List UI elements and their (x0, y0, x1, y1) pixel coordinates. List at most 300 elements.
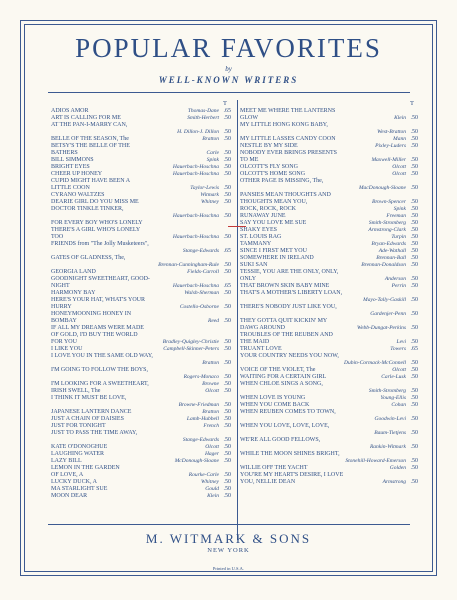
song-author: Stange-Edwards (182, 437, 219, 443)
song-price: .50 (223, 185, 231, 191)
song-author: Mann (393, 136, 406, 142)
song-title: DEARIE GIRL DO YOU MISS ME (51, 199, 139, 205)
song-author: Reed (208, 318, 219, 324)
song-price: .50 (223, 157, 231, 163)
song-title: JUST A CHAIN OF DAISIES (51, 416, 124, 422)
song-entry (51, 255, 231, 262)
song-price: .50 (410, 248, 418, 254)
song-author: Brown-Spencer (371, 199, 406, 205)
song-price: .50 (410, 234, 418, 240)
song-price: .50 (223, 304, 231, 310)
song-author: Fields-Carroll (187, 269, 219, 275)
song-entry (51, 339, 231, 346)
song-price: .50 (223, 493, 231, 499)
song-price: .50 (223, 339, 231, 345)
song-entry (51, 423, 231, 430)
song-price: .50 (410, 465, 418, 471)
song-title: I'M LOOKING FOR A SWEETHEART, (51, 381, 149, 387)
song-author: Baum-Tietjens (374, 430, 406, 436)
price-column-header: T (223, 100, 227, 107)
song-entry (240, 297, 418, 304)
song-title: LAZY BILL (51, 458, 82, 464)
song-entry (240, 136, 418, 143)
song-title: NESTLE BY MY SIDE (240, 143, 298, 149)
song-entry (51, 227, 231, 234)
song-title: MY LITTLE HONG KONG BABY, (240, 122, 328, 128)
song-entry (51, 129, 231, 136)
song-price: .65 (223, 248, 231, 254)
song-price: .50 (410, 402, 418, 408)
song-price: .50 (223, 164, 231, 170)
song-title: PANSIES MEAN THOUGHTS AND (240, 192, 331, 198)
song-entry (51, 311, 231, 318)
song-entry (240, 472, 418, 479)
song-entry (240, 444, 418, 451)
song-title: GATES OF GLADNESS, The, (51, 255, 126, 261)
song-title: BOMBAY (51, 318, 77, 324)
song-title: WHEN YOU COME BACK (240, 402, 310, 408)
song-price: .50 (223, 136, 231, 142)
song-entry (240, 381, 418, 388)
song-title: I'M GOING TO FOLLOW THE BOYS, (51, 367, 148, 373)
song-title: JUST FOR TONIGHT (51, 423, 106, 429)
song-entry (240, 192, 418, 199)
song-entry (240, 332, 418, 339)
song-entry (240, 234, 418, 241)
song-entry (51, 143, 231, 150)
song-author: Maxwell-Miller (371, 157, 406, 163)
song-author: Bradley-Quigley-Christie (162, 339, 219, 345)
song-entry (240, 311, 418, 318)
song-entry (240, 283, 418, 290)
song-price: .50 (410, 430, 418, 436)
song-entry (240, 213, 418, 220)
song-entry (240, 206, 418, 213)
song-title: DOCTOR TINKLE TINKER, (51, 206, 124, 212)
song-entry (240, 157, 418, 164)
song-author: Rogers-Monaco (183, 374, 219, 380)
song-title: YOU, NELLIE DEAN (240, 479, 296, 485)
song-price: .50 (410, 255, 418, 261)
song-entry (240, 402, 418, 409)
song-price: .50 (223, 269, 231, 275)
song-author: Spink (393, 206, 406, 212)
song-title: WAITING FOR A CERTAIN GIRL (240, 374, 327, 380)
song-price: .50 (410, 444, 418, 450)
song-title: WHILE THE MOON SHINES BRIGHT, (240, 451, 340, 457)
song-price: .50 (410, 171, 418, 177)
song-price: .50 (223, 262, 231, 268)
song-author: Stonehill-Howard-Emerson (345, 458, 406, 464)
song-title: WHEN REUBEN COMES TO TOWN, (240, 409, 336, 415)
song-entry (51, 213, 231, 220)
song-title: MY LITTLE LASSES CANDY COON (240, 136, 336, 142)
printed-in-usa: Printed in U.S.A. (212, 566, 245, 571)
song-title: OTHER PAGE IS MISSING, The, (240, 178, 324, 184)
song-entry (51, 367, 231, 374)
song-price: .50 (410, 227, 418, 233)
song-price: .65 (223, 283, 231, 289)
song-title: WHEN LOVE IS YOUNG (240, 395, 306, 401)
song-price: .50 (223, 409, 231, 415)
price-column-header: T (410, 100, 414, 107)
song-price: .50 (410, 199, 418, 205)
song-entry (240, 199, 418, 206)
song-title: JUST TO PASS THE TIME AWAY, (51, 430, 138, 436)
song-entry (51, 234, 231, 241)
song-title: AT THE PAN-I-MARRY CAN, (51, 122, 128, 128)
song-price: .50 (223, 318, 231, 324)
song-title: FRIENDS from "The Jolly Musketeers", (51, 241, 149, 247)
song-price: .50 (223, 437, 231, 443)
song-title: OLCOTT'S FLY SONG (240, 164, 298, 170)
song-entry (51, 332, 231, 339)
song-price: .50 (410, 311, 418, 317)
song-author: Olcott (205, 388, 219, 394)
song-title: ST. LOUIS RAG (240, 234, 282, 240)
song-price: .50 (223, 150, 231, 156)
song-entry (240, 220, 418, 227)
song-title: JAPANESE LANTERN DANCE (51, 409, 132, 415)
song-author: Brennan-Ball (376, 255, 406, 261)
song-price: .50 (223, 115, 231, 121)
song-title: I LOVE YOU IN THE SAME OLD WAY, (51, 353, 153, 359)
song-entry (240, 290, 418, 297)
song-title: THAT'S A MOTHER'S LIBERTY LOAN, (240, 290, 343, 296)
song-author: Stange-Edwards (182, 248, 219, 254)
song-entry (51, 479, 231, 486)
song-entry (51, 374, 231, 381)
song-entry (51, 493, 231, 500)
song-entry (240, 465, 418, 472)
song-title: SINCE I FIRST MET YOU (240, 248, 307, 254)
song-price: .50 (410, 283, 418, 289)
song-entry (240, 164, 418, 171)
song-author: Gardenjer-Penn (370, 311, 406, 317)
song-author: Young-Ellis (380, 395, 406, 401)
song-author: Whitney (200, 479, 219, 485)
song-title: THE MAID (240, 339, 270, 345)
song-entry (51, 164, 231, 171)
song-entry (240, 115, 418, 122)
song-entry (51, 269, 231, 276)
song-title: THERE'S A GIRL WHO'S LONELY (51, 227, 141, 233)
song-author: Pixley-Luders (375, 143, 406, 149)
song-entry (51, 122, 231, 129)
song-title: BATHERS (51, 150, 78, 156)
song-author: Rankin-Witmark (369, 444, 406, 450)
song-entry (51, 220, 231, 227)
song-author: Klein (207, 493, 219, 499)
song-entry (240, 276, 418, 283)
song-entry (51, 185, 231, 192)
song-title: THAT BROWN SKIN BABY MINE (240, 283, 330, 289)
song-price: .50 (223, 388, 231, 394)
song-title: GOODNIGHT SWEETHEART, GOOD- (51, 276, 150, 282)
song-title: CYRANO WALTZES (51, 192, 105, 198)
column-divider (237, 100, 238, 540)
song-entry (240, 388, 418, 395)
song-entry (240, 255, 418, 262)
song-price: .50 (410, 360, 418, 366)
song-entry (51, 199, 231, 206)
song-entry (51, 304, 231, 311)
song-price: .50 (410, 241, 418, 247)
song-price: .50 (410, 325, 418, 331)
song-price: .65 (223, 108, 231, 114)
song-author: Spink (206, 157, 219, 163)
song-entry (51, 472, 231, 479)
song-price: .50 (223, 416, 231, 422)
song-entry (240, 178, 418, 185)
song-title: BETSY'S THE BELLE OF THE (51, 143, 130, 149)
song-entry (51, 430, 231, 437)
song-entry (240, 122, 418, 129)
song-title: GLOW (240, 115, 258, 121)
song-entry (51, 136, 231, 143)
song-author: Whitney (200, 199, 219, 205)
song-title: TROUBLES OF THE REUBEN AND (240, 332, 333, 338)
song-title: VOICE OF THE VIOLET, The (240, 367, 316, 373)
song-price: .50 (410, 388, 418, 394)
song-price: .50 (410, 479, 418, 485)
song-title: HARMONY BAY (51, 290, 96, 296)
song-entry (240, 325, 418, 332)
song-author: Hauerbach-Hoschna (172, 234, 219, 240)
song-price: .50 (410, 262, 418, 268)
song-price: .50 (223, 360, 231, 366)
song-title: FOR YOU (51, 339, 77, 345)
song-entry (51, 108, 231, 115)
song-price: .50 (223, 479, 231, 485)
song-entry (51, 171, 231, 178)
song-entry (240, 150, 418, 157)
song-entry (51, 248, 231, 255)
song-author: Hauerbach-Hoschna (172, 164, 219, 170)
song-entry (51, 192, 231, 199)
song-title: SUKI SAN (240, 262, 268, 268)
song-entry (240, 108, 418, 115)
song-author: Smith-Stromberg (368, 388, 406, 394)
song-author: Costello-Osborne (179, 304, 219, 310)
song-title: TRUANT LOVE (240, 346, 282, 352)
song-author: McDonough-Sloane (174, 458, 219, 464)
song-entry (51, 241, 231, 248)
song-title: ROCK, ROCK, ROCK (240, 206, 297, 212)
song-entry (51, 353, 231, 360)
song-entry (240, 367, 418, 374)
bottom-rule (48, 524, 410, 525)
song-entry (240, 262, 418, 269)
song-author: Smith-Herbert (187, 115, 219, 121)
song-title: HERE'S YOUR HAT, WHAT'S YOUR (51, 297, 145, 303)
song-title: SOMEWHERE IN IRELAND (240, 255, 314, 261)
song-title: KATE O'DONOGHUE (51, 444, 108, 450)
song-entry (51, 115, 231, 122)
song-price: .50 (410, 395, 418, 401)
song-author: Mayo-Tally-Gaskill (363, 297, 406, 303)
song-author: Bryan-Edwards (371, 241, 406, 247)
song-entry (51, 283, 231, 290)
song-author: MacDonough-Sloane (358, 185, 406, 191)
song-author: West-Bratton (377, 129, 406, 135)
song-title: THERE'S NOBODY JUST LIKE YOU, (240, 304, 337, 310)
song-title: WILLIE OFF THE YACHT (240, 465, 308, 471)
song-author: Turpin (391, 234, 406, 240)
song-author: Gould (205, 486, 219, 492)
song-title: ART IS CALLING FOR ME (51, 115, 121, 121)
song-price: .50 (223, 402, 231, 408)
song-entry (240, 430, 418, 437)
song-price: .50 (223, 486, 231, 492)
song-price: .50 (223, 290, 231, 296)
song-title: BRIGHT EYES (51, 164, 90, 170)
song-price: .50 (223, 381, 231, 387)
song-title: HURRY (51, 304, 72, 310)
song-title: MEET ME WHERE THE LANTERNS (240, 108, 336, 114)
song-title: GEORGIA LAND (51, 269, 96, 275)
song-entry (51, 360, 231, 367)
song-price: .50 (223, 374, 231, 380)
song-price: .50 (223, 458, 231, 464)
song-entry (51, 416, 231, 423)
song-entry (240, 346, 418, 353)
song-price: .50 (410, 367, 418, 373)
song-entry (51, 276, 231, 283)
top-rule (48, 92, 410, 93)
song-title: OF GOLD, I'D BUY THE WORLD (51, 332, 138, 338)
song-title: TAMMANY (240, 241, 272, 247)
song-author: Browne-Friedman (178, 402, 219, 408)
song-title: RUNAWAY JUNE (240, 213, 286, 219)
song-entry (51, 395, 231, 402)
song-price: .50 (410, 206, 418, 212)
song-title: LAUGHING WATER (51, 451, 105, 457)
song-price: .50 (223, 234, 231, 240)
song-entry (240, 423, 418, 430)
publisher-city: NEW YORK (207, 547, 250, 554)
song-title: LEMON IN THE GARDEN (51, 465, 120, 471)
song-entry (51, 325, 231, 332)
song-author: Campbell-Skinner-Peters (163, 346, 219, 352)
song-entry (240, 318, 418, 325)
song-author: Bratton (202, 409, 219, 415)
song-entry (240, 458, 418, 465)
song-entry (51, 458, 231, 465)
song-entry (240, 248, 418, 255)
song-author: Armstrong-Clark (368, 227, 406, 233)
song-author: Levi (396, 339, 406, 345)
song-entry (240, 374, 418, 381)
song-entry (51, 402, 231, 409)
song-price: .50 (410, 143, 418, 149)
song-entry (240, 416, 418, 423)
song-entry (240, 171, 418, 178)
song-author: Klein (394, 115, 406, 121)
song-title: YOUR COUNTRY NEEDS YOU NOW, (240, 353, 339, 359)
song-author: Hauerbach-Hoschna (172, 213, 219, 219)
song-author: Goodwin-Levi (374, 416, 406, 422)
song-price: .50 (223, 171, 231, 177)
song-author: Hauerbach-Hoschna (172, 171, 219, 177)
song-entry (240, 143, 418, 150)
song-title: LITTLE COON (51, 185, 90, 191)
song-title: NIGHT (51, 283, 70, 289)
song-author: Armstrong (382, 479, 406, 485)
song-author: Perrin (391, 283, 406, 289)
song-price: .50 (410, 115, 418, 121)
song-author: Olcott (392, 171, 406, 177)
song-author: Taylor-Lewis (190, 185, 219, 191)
song-author: Dubin-Cormack-McConnell (343, 360, 406, 366)
song-title: TO ME (240, 157, 259, 163)
song-title: THEY GOTTA QUIT KICKIN' MY (240, 318, 328, 324)
by-line: by (225, 65, 232, 73)
song-author: Brennan-Cunningham-Rule (158, 262, 219, 268)
song-author: Golden (389, 465, 406, 471)
song-price: .50 (223, 472, 231, 478)
song-entry (240, 185, 418, 192)
song-price: .50 (223, 213, 231, 219)
song-title: ADIOS AMOR (51, 108, 89, 114)
song-price: .50 (410, 416, 418, 422)
page-subtitle: WELL-KNOWN WRITERS (158, 75, 299, 85)
song-entry (51, 451, 231, 458)
song-price: .50 (223, 346, 231, 352)
song-title: SHAKY EYES (240, 227, 277, 233)
song-price: .65 (410, 346, 418, 352)
song-entry (51, 150, 231, 157)
song-title: I THINK IT MUST BE LOVE, (51, 395, 127, 401)
song-title: CUPID MIGHT HAVE BEEN A (51, 178, 131, 184)
song-entry (240, 360, 418, 367)
song-author: Anderson (384, 276, 406, 282)
song-title: LUCKY DUCK, A (51, 479, 97, 485)
song-price: .50 (223, 199, 231, 205)
song-price: .50 (223, 129, 231, 135)
song-title: I LIKE YOU (51, 346, 83, 352)
song-entry (240, 479, 418, 486)
song-author: Towers (390, 346, 406, 352)
song-title: DAWG AROUND (240, 325, 286, 331)
song-author: Walsh-Sherman (184, 290, 219, 296)
song-entry (240, 409, 418, 416)
song-title: WHEN CHLOE SINGS A SONG, (240, 381, 323, 387)
song-list-left (51, 100, 231, 500)
song-author: Smith-Stromberg (368, 220, 406, 226)
publisher-name: M. WITMARK & SONS (145, 531, 312, 546)
song-price: .50 (410, 297, 418, 303)
song-title: WE'RE ALL GOOD FELLOWS, (240, 437, 321, 443)
song-price: .50 (410, 136, 418, 142)
song-author: Olcott (205, 444, 219, 450)
song-entry (51, 290, 231, 297)
song-entry (51, 437, 231, 444)
song-entry (51, 444, 231, 451)
song-title: THOUGHTS MEAN YOU, (240, 199, 308, 205)
song-entry (51, 409, 231, 416)
song-title: BILL SIMMONS (51, 157, 94, 163)
song-entry (51, 486, 231, 493)
song-title: FOR EVERY BOY WHO'S LONELY (51, 220, 143, 226)
song-title: MOON DEAR (51, 493, 88, 499)
song-entry (51, 157, 231, 164)
song-author: Freeman (386, 213, 406, 219)
song-title: CHEER UP HONEY (51, 171, 103, 177)
song-entry (51, 388, 231, 395)
song-entry (240, 241, 418, 248)
song-entry (51, 206, 231, 213)
